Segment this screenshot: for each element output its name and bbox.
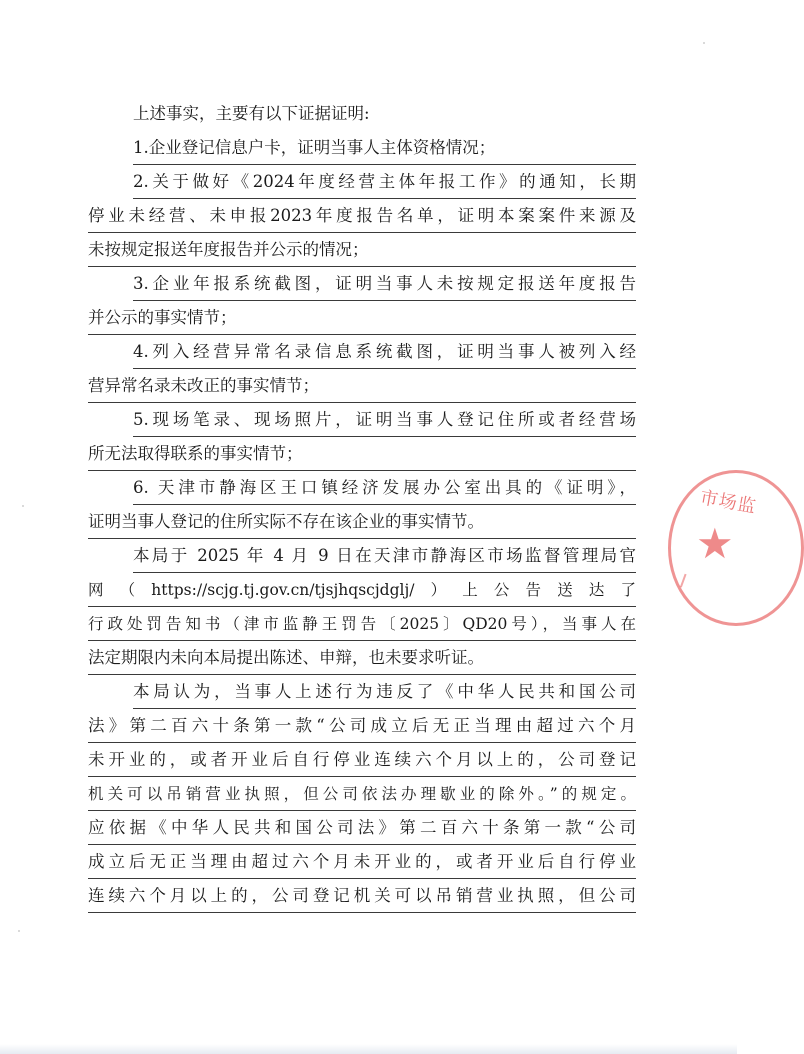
paragraph-line: 连续六个月以上的，公司登记机关可以吊销营业执照，但公司 [88,881,636,915]
paragraph-line: 停业未经营、未申报2023年度报告名单，证明本案案件来源及 [88,201,636,235]
paragraph-line: 6. 天津市静海区王口镇经济发展办公室出具的《证明》， [133,473,636,507]
paragraph-line: 本局于 2025 年 4 月 9 日在天津市静海区市场监督管理局官 [133,541,636,575]
paragraph-line: 4.列入经营异常名录信息系统截图，证明当事人被列入经 [133,337,636,371]
paragraph-line: 3.企业年报系统截图，证明当事人未按规定报送年度报告 [133,269,636,303]
paragraph-line: 法》第二百六十条第一款“公司成立后无正当理由超过六个月 [88,711,636,745]
paragraph-line: 所无法取得联系的事实情节； [88,439,636,473]
paragraph-line: 应依据《中华人民共和国公司法》第二百六十条第一款“公司 [88,813,636,847]
paragraph-line: 网（https://scjg.tj.gov.cn/tjsjhqscjdglj/）上公告送达了 [88,575,636,609]
scan-speck [22,505,24,507]
paragraph-line: 并公示的事实情节； [88,303,636,337]
paragraph-line: 上述事实，主要有以下证据证明: [133,104,370,123]
seal-mark [680,574,694,591]
paragraph-line: 未按规定报送年度报告并公示的情况； [88,235,636,269]
paragraph-line: 2.关于做好《2024年度经营主体年报工作》的通知，长期 [133,167,636,201]
paragraph-line: 5.现场笔录、现场照片，证明当事人登记住所或者经营场 [133,405,636,439]
paragraph-line: 营异常名录未改正的事实情节； [88,371,636,405]
paragraph-line: 行政处罚告知书（津市监静王罚告〔2025〕QD20号），当事人在 [88,609,636,643]
paragraph-line: 证明当事人登记的住所实际不存在该企业的事实情节。 [88,507,636,541]
paragraph-line: 机关可以吊销营业执照，但公司依法办理歇业的除外。”的规定。 [88,779,636,813]
paragraph-line: 法定期限内未向本局提出陈述、申辩，也未要求听证。 [88,643,636,677]
scan-speck [18,930,20,932]
paragraph-line: 本局认为，当事人上述行为违反了《中华人民共和国公司 [133,677,636,711]
paragraph-line: 1.企业登记信息户卡，证明当事人主体资格情况； [133,133,636,167]
paragraph-line: 成立后无正当理由超过六个月未开业的，或者开业后自行停业 [88,847,636,881]
official-seal-text: 市场监 [698,487,759,518]
seal-star-icon: ★ [696,519,734,568]
paragraph-line: 未开业的，或者开业后自行停业连续六个月以上的，公司登记 [88,745,636,779]
scan-edge [0,1044,737,1054]
scan-speck [703,42,705,44]
